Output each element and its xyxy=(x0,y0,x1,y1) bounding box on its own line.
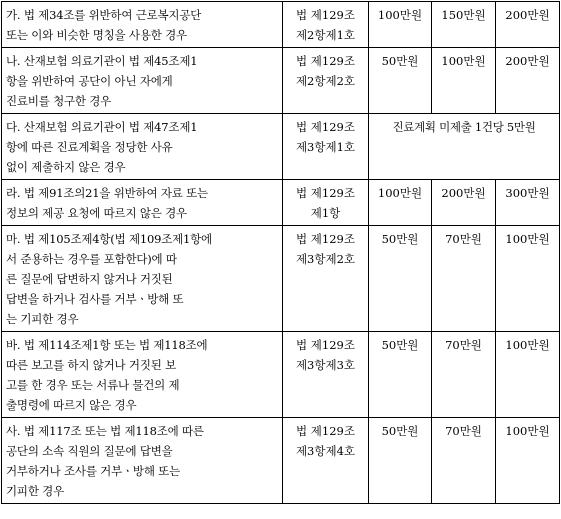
violation-description: 다. 산재보험 의료기관이 법 제47조제1 항에 따른 진료계획을 정당한 사유 없이 제출하지 않은 경우 xyxy=(2,114,283,180)
penalty-table xyxy=(1,1,560,504)
fine-first-violation: 50만원 xyxy=(369,48,432,114)
table-row xyxy=(2,2,560,48)
legal-basis: 법 제129조 제3항제1호 xyxy=(283,114,369,180)
fine-first-violation: 50만원 xyxy=(369,332,432,418)
fine-third-violation: 200만원 xyxy=(496,48,560,114)
table-row xyxy=(2,48,560,114)
violation-description: 나. 산재보험 의료기관이 법 제45조제1 항을 위반하여 공단이 아닌 자에게 진료비를 청구한 경우 xyxy=(2,48,283,114)
legal-basis: 법 제129조 제2항제1호 xyxy=(283,2,369,48)
fine-third-violation: 300만원 xyxy=(496,180,560,226)
legal-basis: 법 제129조 제3항제4호 xyxy=(283,418,369,504)
fine-second-violation: 200만원 xyxy=(432,180,496,226)
fine-third-violation: 200만원 xyxy=(496,2,560,48)
table-row xyxy=(2,180,560,226)
fine-first-violation: 100만원 xyxy=(369,180,432,226)
fine-first-violation: 50만원 xyxy=(369,226,432,332)
fine-per-case: 진료계획 미제출 1건당 5만원 xyxy=(369,114,560,180)
fine-third-violation: 100만원 xyxy=(496,226,560,332)
violation-description: 가. 법 제34조를 위반하여 근로복지공단 또는 이와 비슷한 명칭을 사용한 경우 xyxy=(2,2,283,48)
fine-second-violation: 70만원 xyxy=(432,418,496,504)
violation-description: 사. 법 제117조 또는 법 제118조에 따른 공단의 소속 직원의 질문에 답변을 거부하거나 조사를 거부ㆍ방해 또는 기피한 경우 xyxy=(2,418,283,504)
fine-second-violation: 70만원 xyxy=(432,226,496,332)
table-row xyxy=(2,332,560,418)
fine-second-violation: 150만원 xyxy=(432,2,496,48)
fine-first-violation: 100만원 xyxy=(369,2,432,48)
legal-basis: 법 제129조 제3항제2호 xyxy=(283,226,369,332)
violation-description: 라. 법 제91조의21을 위반하여 자료 또는 정보의 제공 요청에 따르지 않은 경우 xyxy=(2,180,283,226)
fine-first-violation: 50만원 xyxy=(369,418,432,504)
fine-second-violation: 100만원 xyxy=(432,48,496,114)
legal-basis: 법 제129조 제1항 xyxy=(283,180,369,226)
violation-description: 바. 법 제114조제1항 또는 법 제118조에 따른 보고를 하지 않거나 거짓된 보 고를 한 경우 또는 서류나 물건의 제 출명령에 따르지 않은 경우 xyxy=(2,332,283,418)
fine-second-violation: 70만원 xyxy=(432,332,496,418)
fine-third-violation: 100만원 xyxy=(496,418,560,504)
table-row xyxy=(2,114,560,180)
fine-third-violation: 100만원 xyxy=(496,332,560,418)
legal-basis: 법 제129조 제2항제2호 xyxy=(283,48,369,114)
legal-basis: 법 제129조 제3항제3호 xyxy=(283,332,369,418)
table-row xyxy=(2,418,560,504)
table-row xyxy=(2,226,560,332)
violation-description: 마. 법 제105조제4항(법 제109조제1항에 서 준용하는 경우를 포함한다)에 따 른 질문에 답변하지 않거나 거짓된 답변을 하거나 검사를 거부ㆍ방해 또 는 기피한 경우 xyxy=(2,226,283,332)
